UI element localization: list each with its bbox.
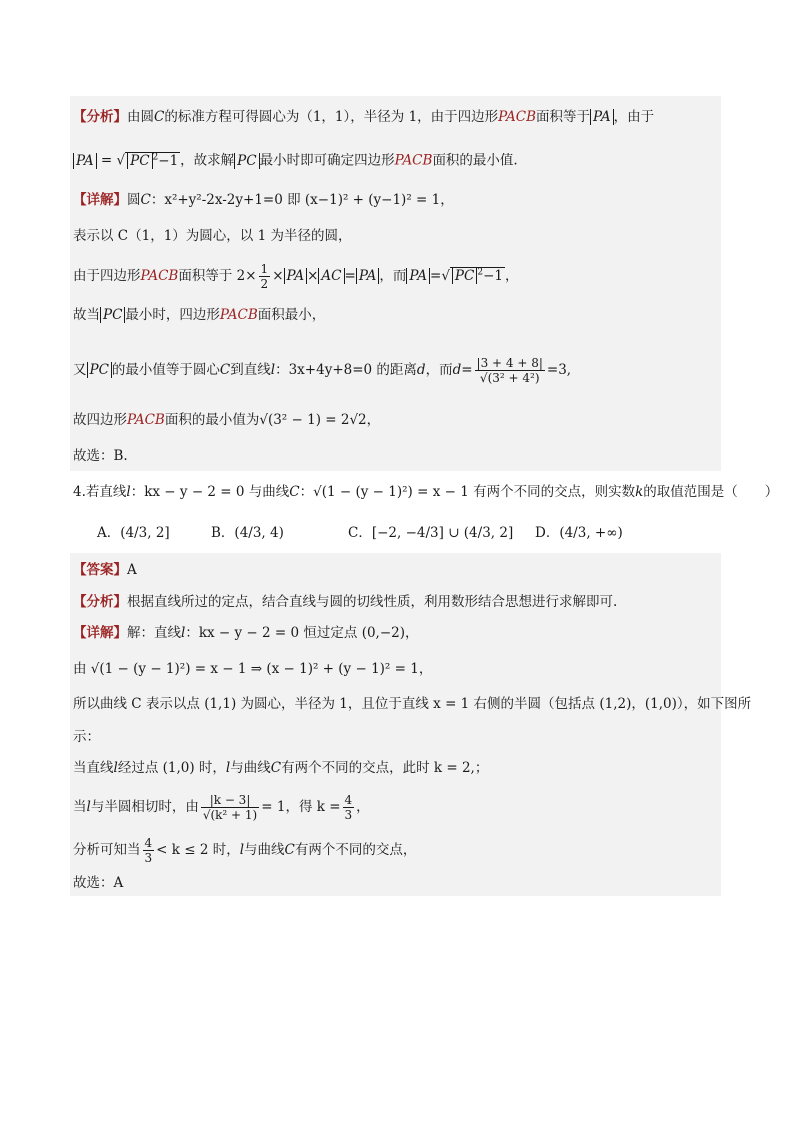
detail2-line2: 由 √(1 − (y − 1)²) = x − 1 ⇒ (x − 1)² + (y − 1)² = 1， [73, 661, 433, 677]
detail1-line1: 【详解】圆C：x²+y²-2x-2y+1=0 即 (x−1)² + (y−1)² = 1， [73, 192, 454, 208]
detail2-line3: 所以曲线 C 表示以点 (1,1) 为圆心，半径为 1，且位于直线 x = 1 右侧的半圆（包括点 (1,2)，(1,0)），如下图所 [73, 696, 752, 712]
detail2-line1: 【详解】解：直线l：kx − y − 2 = 0 恒过定点 (0,−2)， [73, 625, 419, 641]
detail2-line6: 当l与半圆相切时，由 $\frac{|k - 3|}{\text{√(k² + 1)}}$ = 1，得 k = $\frac{4}{3}$ ， [73, 793, 370, 822]
analysis1-line1: 【分析】由圆C的标准方程可得圆心为（1，1），半径为 1，由于四边形PACB面积等于 PA ，由于 [73, 109, 655, 125]
option-b[interactable]: B．(4/3, 4) [211, 525, 284, 541]
detail2-line7: 分析可知当 $\frac{4}{3}$ < k ≤ 2 时，l与曲线C有两个不同的交点， [73, 836, 417, 865]
analysis2-line: 【分析】根据直线所过的定点，结合直线与圆的切线性质，利用数形结合思想进行求解即可. [73, 594, 618, 610]
detail2-line5: 当直线l经过点 (1,0) 时，l与曲线C有两个不同的交点，此时 k = 2,； [73, 760, 489, 776]
detail1-line6: 故四边形PACB面积的最小值为√(3² − 1) = 2√2， [73, 412, 381, 428]
option-a[interactable]: A．(4/3, 2] [97, 525, 170, 541]
answer-tag: 【答案】 [73, 562, 127, 578]
answer-line [73, 560, 137, 580]
question4-stem: 4.若直线l：kx − y − 2 = 0 与曲线C：√(1 − (y − 1)²) = x − 1 有两个不同的交点，则实数k的取值范围是（ ） [73, 484, 779, 500]
answer-value: A [127, 562, 137, 578]
detail1-line4: 故当 PC 最小时，四边形PACB面积最小， [73, 307, 326, 323]
detail-tag: 【详解】 [73, 192, 127, 208]
analysis-tag: 【分析】 [73, 109, 127, 125]
analysis-tag: 【分析】 [73, 594, 127, 610]
detail1-line3: 由于四边形PACB面积等于 2× $\frac{1}{2}$ × PA × AC = PA ，而 PA =√ PC $^2$−1 ， [73, 262, 519, 291]
detail2-line4: 示： [73, 729, 100, 745]
detail1-line5: 又 PC 的最小值等于圆心C到直线l：3x+4y+8=0 的距离d，而d= $\frac{|3 + 4 + 8|}{\text{√(3² + 4²)}}$ =3, [73, 356, 572, 385]
option-c[interactable]: C．[−2, −4/3] ∪ (4/3, 2] [348, 525, 514, 541]
option-d[interactable]: D．(4/3, +∞) [535, 525, 623, 541]
detail1-line7: 故选：B. [73, 448, 128, 464]
analysis1-line2: PA = √ PC $^2$−1 ，故求解 PC 最小时即可确定四边形PACB面积的最小值. [73, 147, 518, 171]
detail-tag: 【详解】 [73, 625, 127, 641]
detail2-line8: 故选：A [73, 875, 124, 891]
detail1-line2: 表示以 C（1，1）为圆心，以 1 为半径的圆， [73, 228, 352, 244]
